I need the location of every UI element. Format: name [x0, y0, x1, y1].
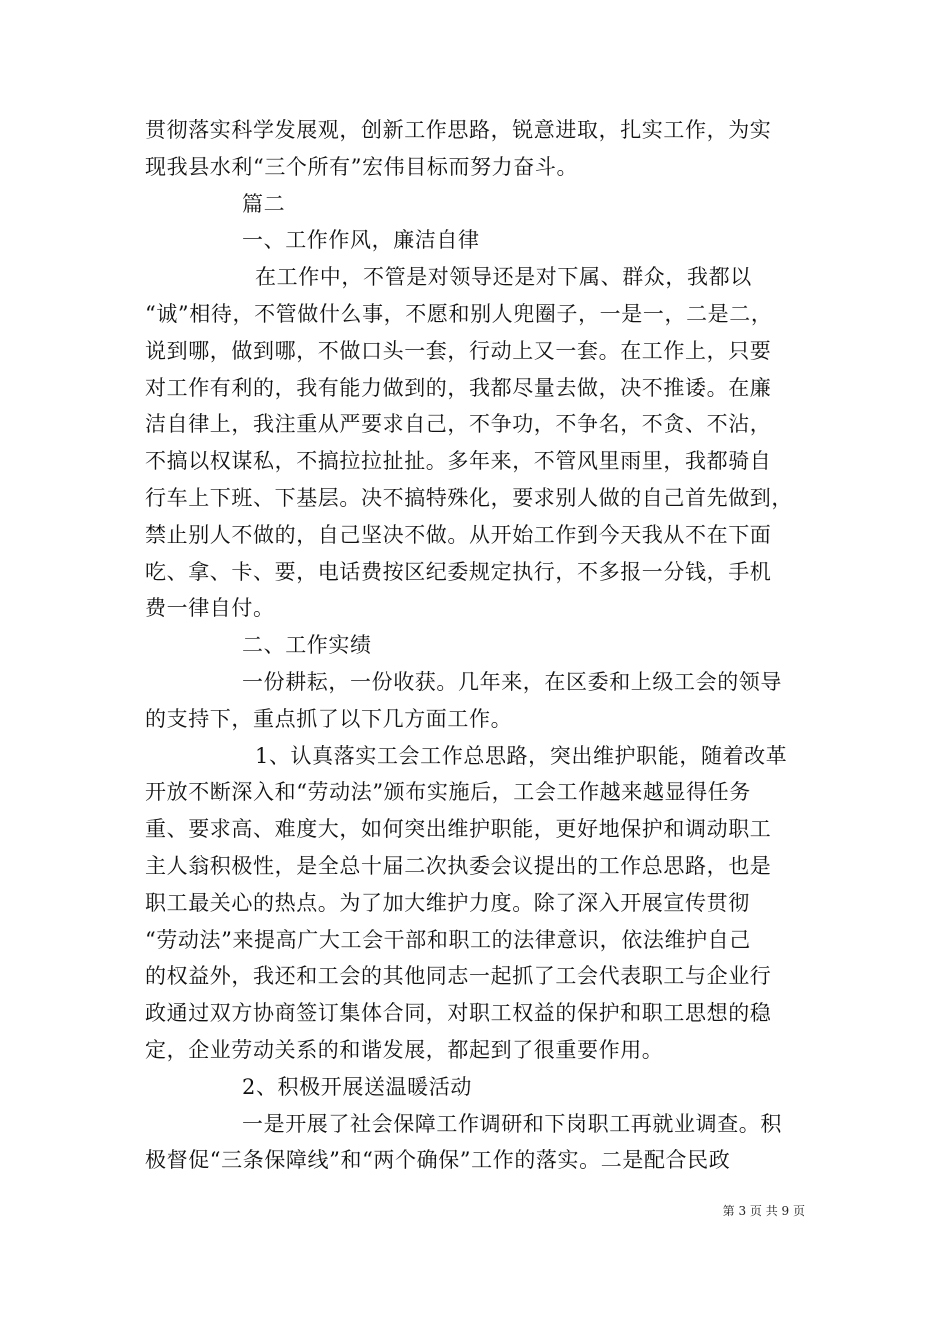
body-text: [145, 112, 810, 1179]
text-line: 不搞以权谋私，不搞拉拉扯扯。多年来，不管风里雨里，我都骑自: [145, 449, 772, 474]
text-line: 对工作有利的，我有能力做到的，我都尽量去做，决不推诿。在廉: [145, 375, 772, 400]
text-line: “劳动法”来提高广大工会干部和职工的法律意识，依法维护自己: [145, 927, 751, 952]
text-line: 禁止别人不做的，自己坚决不做。从开始工作到今天我从不在下面: [145, 522, 772, 547]
text-line: 篇二: [242, 191, 286, 216]
text-line: 一是开展了社会保障工作调研和下岗职工再就业调查。积: [242, 1111, 782, 1136]
text-line: 主人翁积极性，是全总十届二次执委会议提出的工作总思路，也是: [145, 853, 772, 878]
text-line: 重、要求高、难度大，如何突出维护职能，更好地保护和调动职工: [145, 817, 772, 842]
text-line: 贯彻落实科学发展观，创新工作思路，锐意进取，扎实工作，为实: [145, 118, 772, 142]
text-line: 费一律自付。: [145, 596, 275, 621]
text-line: 二、工作实绩: [242, 633, 372, 658]
text-line: 说到哪，做到哪，不做口头一套，行动上又一套。在工作上，只要: [145, 338, 772, 363]
text-line: 的支持下，重点抓了以下几方面工作。: [145, 706, 513, 731]
text-line: 开放不断深入和“劳动法”颁布实施后，工会工作越来越显得任务: [145, 780, 751, 805]
text-line: 1、认真落实工会工作总思路，突出维护职能，随着改革: [255, 743, 788, 768]
text-line: 在工作中，不管是对领导还是对下属、群众，我都以: [255, 265, 752, 290]
text-line: “诚”相待，不管做什么事，不愿和别人兜圈子，一是一，二是二，: [145, 301, 773, 326]
text-line: 2、积极开展送温暖活动: [242, 1074, 472, 1099]
text-line: 洁自律上，我注重从严要求自己，不争功，不争名，不贪、不沾，: [145, 412, 772, 437]
text-line: 极督促“三条保障线”和“两个确保”工作的落实。二是配合民政: [145, 1148, 731, 1173]
text-line: 行车上下班、下基层。决不搞特殊化，要求别人做的自己首先做到，: [145, 485, 793, 510]
text-line: 吃、拿、卡、要，电话费按区纪委规定执行，不多报一分钱，手机: [145, 559, 772, 584]
text-line: 现我县水利“三个所有”宏伟目标而努力奋斗。: [145, 154, 579, 179]
text-line: 一、工作作风，廉洁自律: [242, 228, 480, 253]
text-line: 政通过双方协商签订集体合同，对职工权益的保护和职工思想的稳: [145, 1001, 772, 1026]
page-number: 第 3 页 共 9 页: [722, 1204, 805, 1218]
text-line: 一份耕耘，一份收获。几年来，在区委和上级工会的领导: [242, 669, 782, 694]
text-line: 职工最关心的热点。为了加大维护力度。除了深入开展宣传贯彻: [145, 890, 750, 915]
text-line: 定，企业劳动关系的和谐发展，都起到了很重要作用。: [145, 1037, 664, 1062]
text-line: 的权益外，我还和工会的其他同志一起抓了工会代表职工与企业行: [145, 964, 772, 989]
